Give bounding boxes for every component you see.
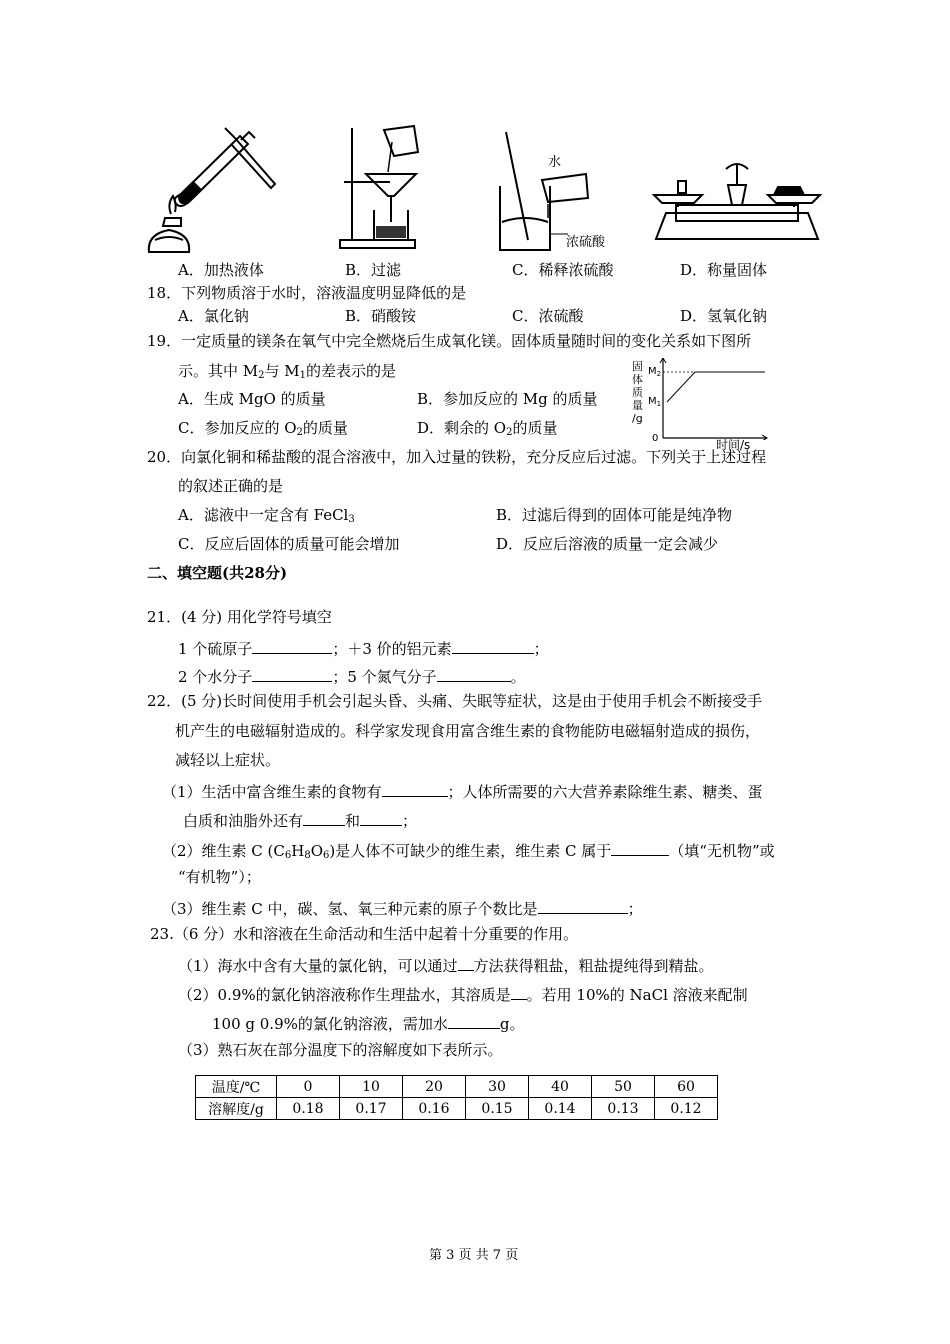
filtration-illustration xyxy=(330,122,440,252)
q19-stem-line2: 示。其中 $M_2$与 $M_1$的差表示的是 xyxy=(178,362,397,381)
q22-stem-line1: 22．(5 分)长时间使用手机会引起头昏、头痛、失眠等症状，这是由于使用手机会不断接受手 xyxy=(147,692,763,710)
q18-option-c[interactable]: C．浓硫酸 xyxy=(512,307,584,325)
table-cell: 0.18 xyxy=(277,1098,340,1120)
table-cell: 0.13 xyxy=(592,1098,655,1120)
q19-option-a[interactable]: A．生成 MgO 的质量 xyxy=(178,390,326,408)
graph-origin-label: 0 xyxy=(652,433,659,444)
table-row-header: 溶解度/g xyxy=(196,1098,277,1120)
table-cell: 0.12 xyxy=(655,1098,718,1120)
section-2-title: 二、填空题(共28分) xyxy=(147,564,288,582)
q17-option-d[interactable]: D．称量固体 xyxy=(680,261,768,279)
q22-stem-line3: 减轻以上症状。 xyxy=(175,751,281,769)
heating-liquid-illustration xyxy=(145,122,285,260)
table-cell: 0.14 xyxy=(529,1098,592,1120)
graph-x-label: 时间/s xyxy=(716,438,751,452)
q23-part2-line2: 100 g 0.9%的氯化钠溶液，需加水 g。 xyxy=(212,1015,525,1033)
q17-option-a[interactable]: A．加热液体 xyxy=(178,261,264,279)
q22-part3: （3）维生素 C 中，碳、氢、氧三种元素的原子个数比是 ； xyxy=(162,900,643,918)
q19-option-d[interactable]: D．剩余的 $O_2$的质量 xyxy=(417,419,558,438)
table-row xyxy=(196,1098,718,1120)
q18-option-a[interactable]: A．氯化钠 xyxy=(178,307,249,325)
q23-blank-3[interactable] xyxy=(448,1014,500,1029)
graph-m2-label: $M_2$ xyxy=(648,366,662,378)
fig-label-water: 水 xyxy=(548,155,562,170)
q21-blank-4[interactable] xyxy=(437,667,511,682)
q21-stem: 21．(4 分) 用化学符号填空 xyxy=(147,608,332,626)
table-cell: 30 xyxy=(466,1076,529,1098)
q18-stem: 18．下列物质溶于水时，溶液温度明显降低的是 xyxy=(147,284,467,302)
table-row-header: 温度/℃ xyxy=(196,1076,277,1098)
q20-option-c[interactable]: C．反应后固体的质量可能会增加 xyxy=(178,535,400,553)
q21-blank-2[interactable] xyxy=(452,639,534,654)
q22-part1-line1: （1）生活中富含维生素的食物有 ；人体所需要的六大营养素除维生素、糖类、蛋 xyxy=(162,783,763,801)
q17-option-b[interactable]: B．过滤 xyxy=(345,261,402,279)
table-cell: 0 xyxy=(277,1076,340,1098)
q22-stem-line2: 机产生的电磁辐射造成的。科学家发现食用富含维生素的食物能防电磁辐射造成的损伤， xyxy=(175,722,761,740)
q18-option-d[interactable]: D．氢氧化钠 xyxy=(680,307,768,325)
q23-part3: （3）熟石灰在部分温度下的溶解度如下表所示。 xyxy=(178,1041,503,1059)
q22-blank-2[interactable] xyxy=(303,811,345,826)
table-cell: 10 xyxy=(340,1076,403,1098)
fig-label-acid: 浓硫酸 xyxy=(566,235,606,250)
table-cell: 0.17 xyxy=(340,1098,403,1120)
q23-blank-1[interactable] xyxy=(458,956,474,971)
q19-stem-line1: 19．一定质量的镁条在氧气中完全燃烧后生成氧化镁。固体质量随时间的变化关系如下图所 xyxy=(147,332,752,350)
q23-part1: （1）海水中含有大量的氯化钠，可以通过 方法获得粗盐，粗盐提纯得到精盐。 xyxy=(178,957,714,975)
q20-stem-line1: 20．向氯化铜和稀盐酸的混合溶液中，加入过量的铁粉，充分反应后过滤。下列关于上述过程 xyxy=(147,448,767,466)
balance-illustration xyxy=(650,155,825,243)
q22-part2-line1: （2）维生素 C $(C_6H_8O_6)$是人体不可缺少的维生素，维生素 C 属于 （填“无机物”或 xyxy=(162,842,775,861)
q21-blank-3[interactable] xyxy=(252,667,332,682)
graph-m1-label: $M_1$ xyxy=(648,396,662,408)
q20-stem-line2: 的叙述正确的是 xyxy=(178,477,284,495)
graph-y-label: 固 体 质 量 /g xyxy=(632,360,643,425)
table-cell: 40 xyxy=(529,1076,592,1098)
q22-blank-3[interactable] xyxy=(360,811,402,826)
q23-stem: 23.（6 分）水和溶液在生命活动和生活中起着十分重要的作用。 xyxy=(150,925,579,943)
table-row xyxy=(196,1076,718,1098)
table-cell: 60 xyxy=(655,1076,718,1098)
q19-option-c[interactable]: C．参加反应的 $O_2$的质量 xyxy=(178,419,348,438)
page-footer: 第 3 页 共 7 页 xyxy=(429,1248,519,1263)
q20-option-d[interactable]: D．反应后溶液的质量一定会减少 xyxy=(496,535,719,553)
q20-option-b[interactable]: B．过滤后得到的固体可能是纯净物 xyxy=(496,506,733,524)
q22-part2-line2: “有机物”）； xyxy=(178,868,261,886)
q18-option-b[interactable]: B．硝酸铵 xyxy=(345,307,417,325)
q22-part1-line2: 白质和油脂外还有 和 ； xyxy=(183,812,418,830)
table-cell: 20 xyxy=(403,1076,466,1098)
table-cell: 50 xyxy=(592,1076,655,1098)
q19-option-b[interactable]: B．参加反应的 Mg 的质量 xyxy=(417,390,598,408)
q23-blank-2[interactable] xyxy=(511,985,527,1000)
q20-option-a[interactable]: A．滤液中一定含有 FeCl$_3$ xyxy=(178,506,355,525)
q22-blank-5[interactable] xyxy=(538,899,628,914)
q22-blank-1[interactable] xyxy=(382,782,448,797)
table-cell: 0.15 xyxy=(466,1098,529,1120)
q17-option-c[interactable]: C．稀释浓硫酸 xyxy=(512,261,614,279)
q22-blank-4[interactable] xyxy=(611,841,669,856)
q21-line2: 2 个水分子 ；5 个氮气分子 。 xyxy=(178,668,526,686)
q23-part2-line1: （2）0.9%的氯化钠溶液称作生理盐水，其溶质是 。若用 10%的 NaCl 溶液来配制 xyxy=(178,986,748,1004)
table-cell: 0.16 xyxy=(403,1098,466,1120)
solubility-table xyxy=(195,1075,718,1120)
q21-line1: 1 个硫原子 ；＋3 价的铝元素 ； xyxy=(178,640,549,658)
q21-blank-1[interactable] xyxy=(252,639,332,654)
